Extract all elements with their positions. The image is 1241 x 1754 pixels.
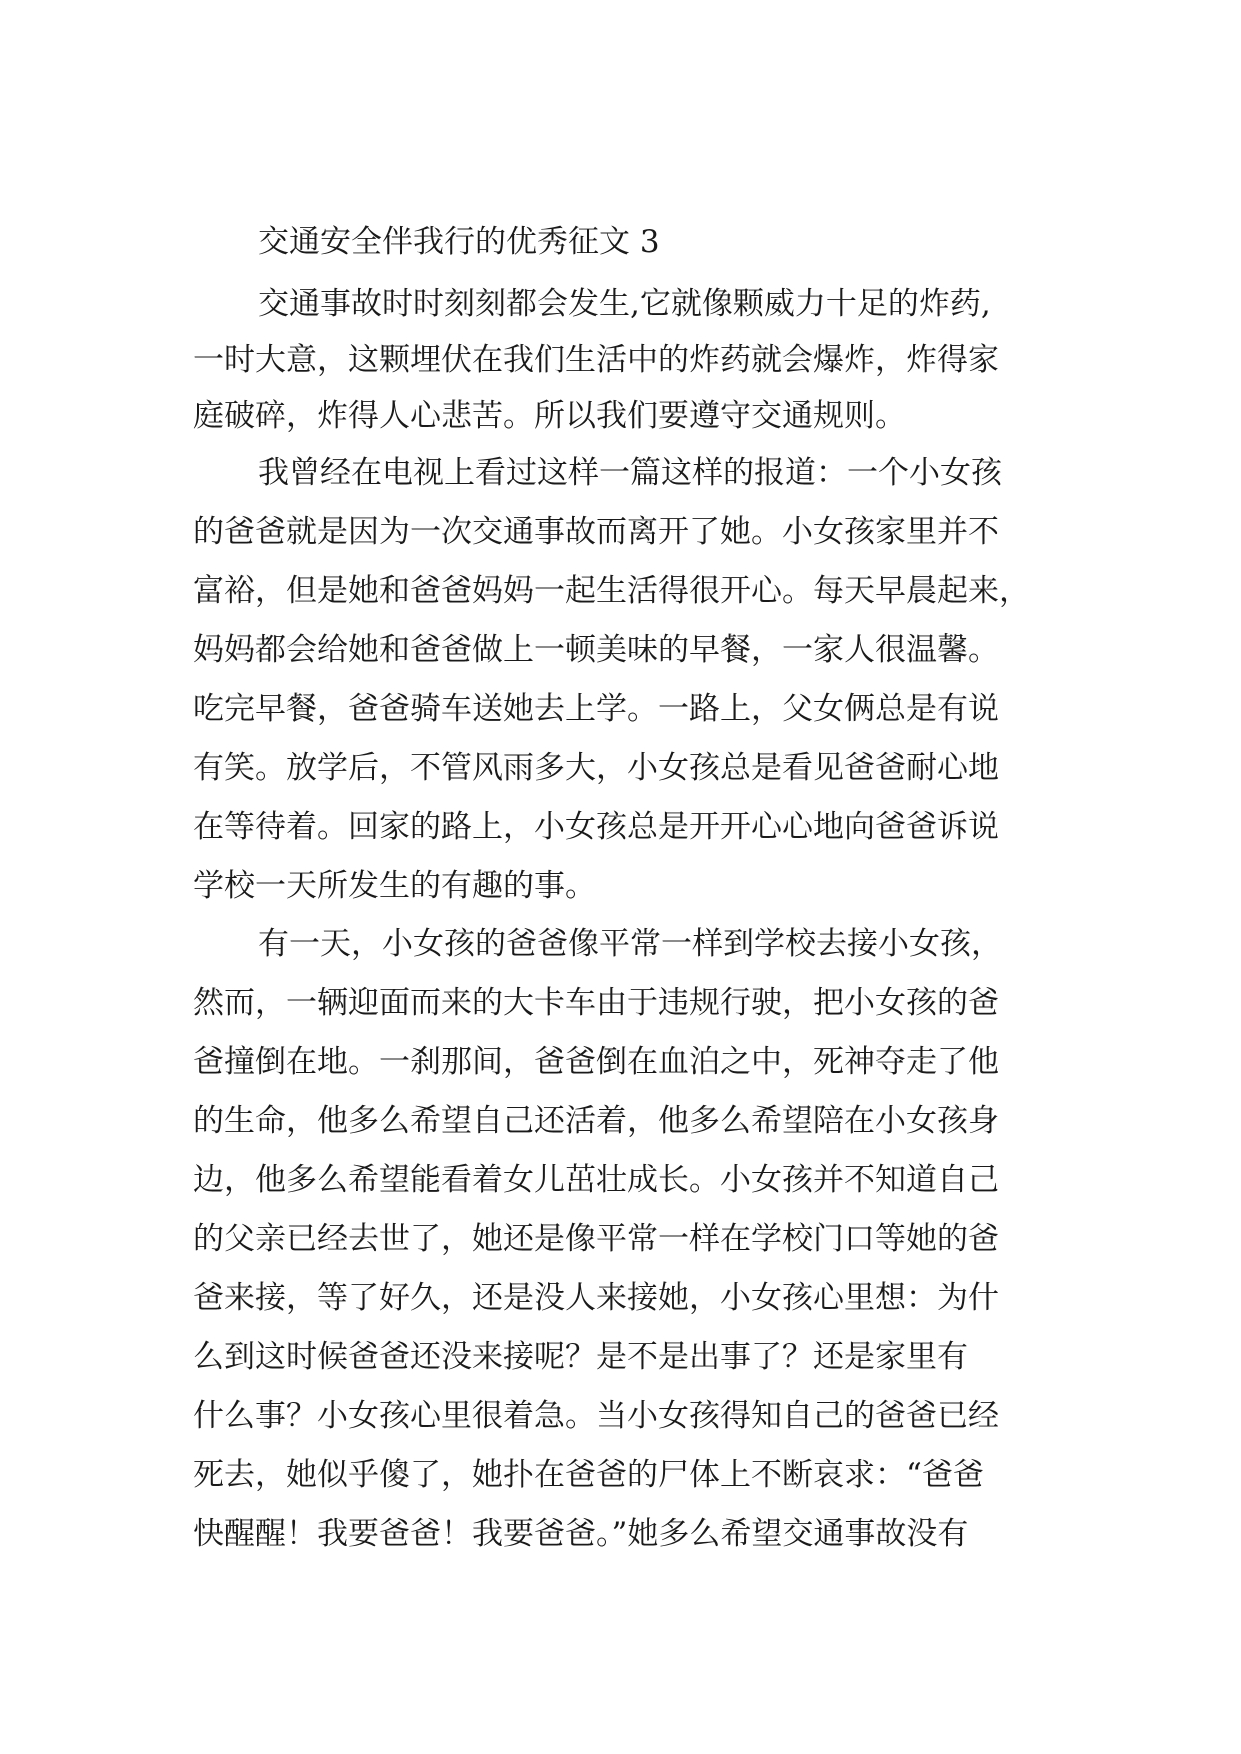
paragraph-line: 然而，一辆迎面而来的大卡车由于违规行驶，把小女孩的爸 [193,985,999,1021]
paragraph-line: 死去，她似乎傻了，她扑在爸爸的尸体上不断哀求：“爸爸 [193,1457,984,1493]
paragraph-line: 学校一天所发生的有趣的事。 [193,868,596,904]
paragraph-line: 爸来接，等了好久，还是没人来接她，小女孩心里想：为什 [193,1280,999,1316]
paragraph-line: 我曾经在电视上看过这样一篇这样的报道：一个小女孩 [258,455,1002,491]
document-title: 交通安全伴我行的优秀征文 3 [258,224,660,260]
paragraph-line: 交通事故时时刻刻都会发生,它就像颗威力十足的炸药, [258,286,991,322]
paragraph-line: 富裕，但是她和爸爸妈妈一起生活得很开心。每天早晨起来， [193,573,1030,609]
paragraph-line: 吃完早餐，爸爸骑车送她去上学。一路上，父女俩总是有说 [193,691,999,727]
paragraph-line: 什么事？小女孩心里很着急。当小女孩得知自己的爸爸已经 [193,1398,999,1434]
paragraph-line: 有一天，小女孩的爸爸像平常一样到学校去接小女孩， [258,926,1002,962]
paragraph-line: 的生命，他多么希望自己还活着，他多么希望陪在小女孩身 [193,1103,999,1139]
paragraph-line: 么到这时候爸爸还没来接呢？是不是出事了？还是家里有 [193,1339,968,1375]
paragraph-line: 快醒醒！我要爸爸！我要爸爸。”她多么希望交通事故没有 [193,1516,969,1552]
paragraph-line: 一时大意，这颗埋伏在我们生活中的炸药就会爆炸，炸得家 [193,342,999,378]
paragraph-line: 爸撞倒在地。一刹那间，爸爸倒在血泊之中，死神夺走了他 [193,1044,999,1080]
paragraph-line: 边，他多么希望能看着女儿茁壮成长。小女孩并不知道自己 [193,1162,999,1198]
paragraph-line: 妈妈都会给她和爸爸做上一顿美味的早餐，一家人很温馨。 [193,632,999,668]
paragraph-line: 的父亲已经去世了，她还是像平常一样在学校门口等她的爸 [193,1221,999,1257]
paragraph-line: 的爸爸就是因为一次交通事故而离开了她。小女孩家里并不 [193,514,999,550]
paragraph-line: 庭破碎，炸得人心悲苦。所以我们要遵守交通规则。 [193,398,906,434]
paragraph-line: 有笑。放学后，不管风雨多大，小女孩总是看见爸爸耐心地 [193,750,999,786]
paragraph-line: 在等待着。回家的路上，小女孩总是开开心心地向爸爸诉说 [193,809,999,845]
